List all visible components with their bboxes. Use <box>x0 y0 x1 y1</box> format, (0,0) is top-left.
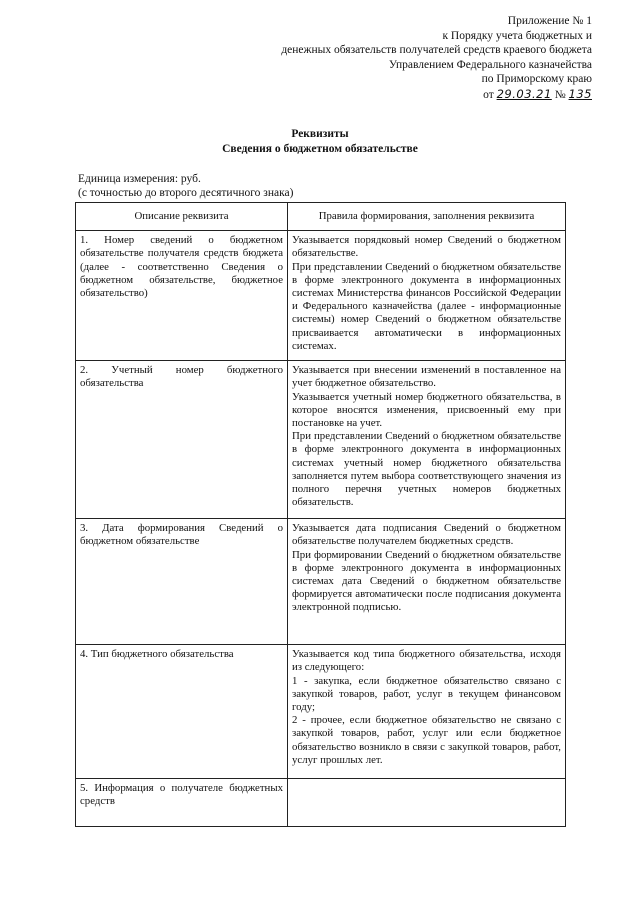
appendix-block <box>192 14 592 102</box>
row-description: 3. Дата формирования Сведений о бюджетном обязательстве <box>76 519 288 645</box>
units-line: Единица измерения: руб. <box>78 173 201 185</box>
rule-paragraph: При представлении Сведений о бюджетном обязательстве в форме электронного документа в информационных системах учетный номер бюджетного обязательства заполняется путем выбора соответствующего значения из полного перечня учетных номеров бюджетных обязательств. <box>292 430 561 509</box>
row-rules <box>288 361 566 519</box>
row-rules <box>288 779 566 827</box>
row-rules <box>288 231 566 361</box>
rule-paragraph: 1 - закупка, если бюджетное обязательство связано с закупкой товаров, работ, услуг в текущем финансовом году; <box>292 674 561 714</box>
appendix-line: к Порядку учета бюджетных и <box>442 29 592 42</box>
row-description: 1. Номер сведений о бюджетном обязательстве получателя средств бюджета (далее - соответственно Сведения о бюджетном обязательстве, бюджетное обязательство) <box>76 231 288 361</box>
row-description: 2. Учетный номер бюджетного обязательства <box>76 361 288 519</box>
table-row <box>76 519 566 645</box>
table-row <box>76 779 566 827</box>
rule-paragraph: Указывается порядковый номер Сведений о бюджетном обязательстве. <box>292 234 561 260</box>
appendix-date-line <box>192 87 592 103</box>
rule-paragraph: Указывается учетный номер бюджетного обязательства, в которое вносятся изменения, присвоенный ему при постановке на учет. <box>292 390 561 430</box>
rule-paragraph: При формировании Сведений о бюджетном обязательстве в форме электронного документа в информационных системах дата Сведений о бюджетном обязательстве формируется автоматически после подписания документа электронной подписью. <box>292 548 561 614</box>
requisites-table <box>75 202 566 827</box>
header-description: Описание реквизита <box>76 203 288 231</box>
rule-paragraph: При представлении Сведений о бюджетном обязательстве в форме электронного документа в информационных системах Министерства финансов Российской Федерации и Федерального казначейства (далее - информационные системы) номер Сведений о бюджетном обязательстве присваивается автоматически в информационных системах. <box>292 260 561 352</box>
row-rules <box>288 519 566 645</box>
appendix-title: Приложение № 1 <box>507 15 592 27</box>
appendix-line: Управлением Федерального казначейства <box>388 58 592 71</box>
date-prefix: от <box>483 88 494 101</box>
document-heading <box>0 127 640 157</box>
rule-paragraph: Указывается при внесении изменений в поставленное на учет бюджетное обязательство. <box>292 364 561 390</box>
table-header-row <box>76 203 566 231</box>
row-description: 4. Тип бюджетного обязательства <box>76 645 288 779</box>
rule-paragraph: 2 - прочее, если бюджетное обязательство не связано с закупкой товаров, работ, услуг или если бюджетное обязательство возникло в связи с закупкой товаров, работ, услуг прошлых лет. <box>292 714 561 766</box>
number-value: 135 <box>568 86 592 101</box>
header-rules: Правила формирования, заполнения реквизита <box>288 203 566 231</box>
document-title: Реквизиты <box>291 128 349 140</box>
document-subtitle: Сведения о бюджетном обязательстве <box>222 143 418 155</box>
table-row <box>76 231 566 361</box>
date-value: 29.03.21 <box>496 86 552 101</box>
table-row <box>76 645 566 779</box>
units-note <box>78 172 293 200</box>
rule-paragraph: Указывается дата подписания Сведений о бюджетном обязательстве получателем бюджетных средств. <box>292 522 561 548</box>
table-row <box>76 361 566 519</box>
precision-line: (с точностью до второго десятичного знака) <box>78 187 294 199</box>
appendix-line: денежных обязательств получателей средств краевого бюджета <box>281 44 592 56</box>
number-prefix: № <box>554 88 566 101</box>
rule-paragraph: Указывается код типа бюджетного обязательства, исходя из следующего: <box>292 648 561 674</box>
appendix-line: по Приморскому краю <box>481 73 592 85</box>
row-rules <box>288 645 566 779</box>
row-description: 5. Информация о получателе бюджетных средств <box>76 779 288 827</box>
